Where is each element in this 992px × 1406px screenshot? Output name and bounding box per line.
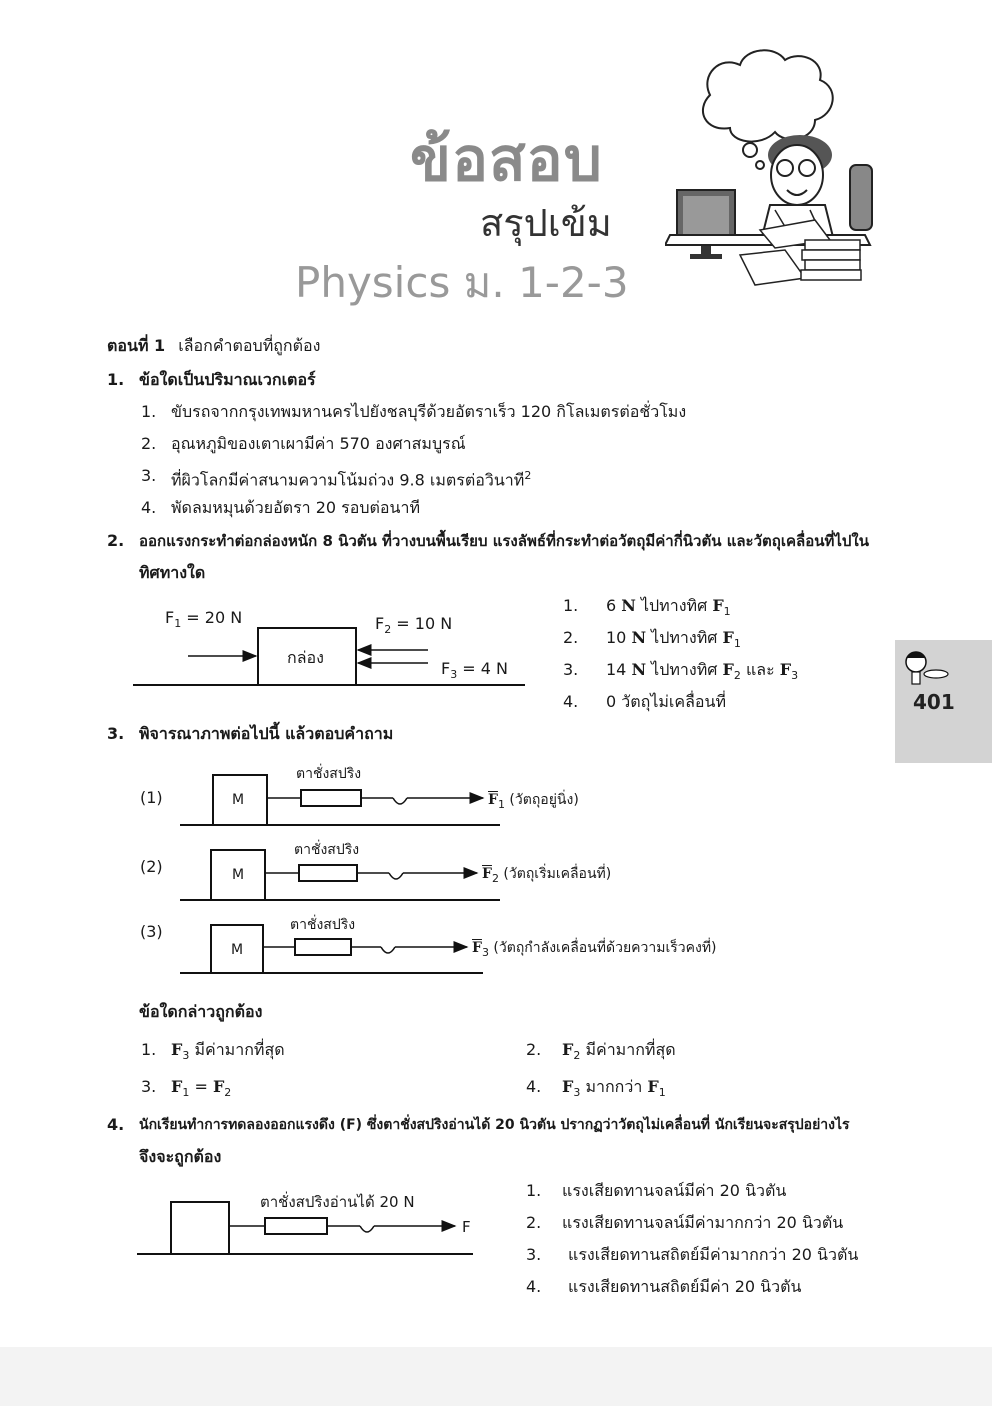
force-sub: 2	[224, 1086, 232, 1100]
force-label-f2	[375, 614, 452, 640]
f3-sub: 3	[450, 668, 458, 682]
choice-number: 2.	[526, 1040, 542, 1059]
force-symbol: F	[562, 1077, 574, 1096]
unit: N	[631, 660, 647, 679]
spring-scale-label: ตาชั่งสปริง	[290, 917, 356, 933]
choice-number: 1.	[141, 1040, 157, 1059]
force-vector-symbol: $\overline{F}$	[472, 940, 482, 956]
choice-text-main: ที่ผิวโลกมีค่าสนามความโน้มถ่วง 9.8 เมตรต่อวินาที	[171, 470, 525, 490]
state-note: (วัตถุเริ่มเคลื่อนที่)	[498, 866, 612, 882]
force-label-f3	[441, 659, 508, 685]
choice-desc: มากกว่า	[580, 1077, 648, 1096]
force-annotation	[488, 790, 579, 815]
mass-label: M	[231, 942, 244, 958]
choice-text	[171, 1077, 231, 1103]
force-symbol: F	[562, 1040, 574, 1059]
choice-text: ขับรถจากกรุงเทพมหานครไปยังชลบุรีด้วยอัตราเร็ว 120 กิโลเมตรต่อชั่วโมง	[171, 402, 687, 421]
spring-scale-reading: ตาชั่งสปริงอ่านได้ 20 N	[260, 1193, 415, 1211]
direction-text: ไปทางทิศ	[646, 628, 723, 647]
choice-number: 3.	[141, 1077, 157, 1096]
choice-number: 3.	[141, 466, 157, 485]
f3-symbol: F	[441, 659, 451, 678]
f2-value: = 10 N	[391, 614, 453, 633]
mass-label: M	[232, 867, 245, 883]
question-text: ออกแรงกระทำต่อกล่องหนัก 8 นิวตัน ที่วางบนพื้นเรียบ แรงลัพธ์ที่กระทำต่อวัตถุมีค่ากี่นิวตัน และวัตถุเคลื่อนที่ไปใน	[139, 532, 870, 550]
choice-text	[606, 596, 731, 622]
choice-value: 14	[606, 660, 632, 679]
force-sub: 1	[658, 1086, 666, 1100]
choice-text	[562, 1040, 676, 1066]
force-sub: 1	[497, 797, 505, 811]
force-label-f1	[165, 608, 242, 634]
force-symbol: F	[212, 1077, 225, 1096]
force-sub: 3	[573, 1086, 581, 1100]
spring-scale-label: ตาชั่งสปริง	[296, 766, 362, 782]
state-note: (วัตถุกำลังเคลื่อนที่ด้วยความเร็วคงที่)	[488, 940, 717, 956]
choice-number: 4.	[141, 498, 157, 517]
and-text: และ	[740, 660, 780, 679]
force-sub: 1	[733, 637, 741, 651]
choice-value: 10	[606, 628, 632, 647]
force-sub: 1	[182, 1086, 190, 1100]
direction-text: ไปทางทิศ	[646, 660, 723, 679]
section-label: ตอนที่ 1	[107, 336, 166, 355]
choice-text: พัดลมหมุนด้วยอัตรา 20 รอบต่อนาที	[171, 498, 421, 517]
choice-text	[606, 660, 798, 686]
unit: N	[621, 596, 636, 615]
choice-number: 2.	[141, 434, 157, 453]
equals: =	[189, 1077, 213, 1096]
force-vector-symbol: $\overline{F}$	[488, 792, 498, 808]
f1-symbol: F	[165, 608, 175, 627]
unit: N	[631, 628, 647, 647]
student-at-computer-illustration	[665, 40, 875, 290]
force-label: F	[462, 1218, 471, 1236]
f3-value: = 4 N	[457, 659, 509, 678]
question-text: พิจารณาภาพต่อไปนี้ แล้วตอบคำถาม	[139, 724, 394, 743]
sub-question: ข้อใดกล่าวถูกต้อง	[139, 1002, 263, 1021]
choice-text	[171, 466, 531, 490]
diagram-label: (1)	[140, 788, 163, 807]
f1-value: = 20 N	[181, 608, 243, 627]
section-header	[107, 336, 320, 356]
force-sub: 3	[182, 1049, 190, 1063]
box-label: กล่อง	[287, 648, 324, 667]
choice-number: 4.	[526, 1077, 542, 1096]
force-symbol: F	[722, 660, 734, 679]
choice-text: อุณหภูมิของเตาเผามีค่า 570 องศาสมบูรณ์	[171, 434, 466, 453]
choice-number: 2.	[526, 1213, 542, 1232]
spring-scale-diagrams	[175, 760, 505, 980]
page-number: 401	[913, 690, 955, 714]
course-title: Physics ม. 1-2-3	[295, 258, 629, 307]
mass-label: M	[232, 792, 245, 808]
choice-number: 1.	[526, 1181, 542, 1200]
f1-sub: 1	[174, 617, 182, 631]
choice-text	[171, 1040, 285, 1066]
choice-text: แรงเสียดทานจลน์มีค่ามากกว่า 20 นิวตัน	[562, 1213, 844, 1232]
question-text-cont: ทิศทางใด	[139, 563, 206, 582]
force-vector-symbol: $\overline{F}$	[482, 866, 492, 882]
question-text: ข้อใดเป็นปริมาณเวกเตอร์	[139, 370, 316, 389]
choice-number: 4.	[526, 1277, 542, 1296]
choice-number: 4.	[563, 692, 579, 711]
choice-number: 3.	[526, 1245, 542, 1264]
choice-desc: มีค่ามากที่สุด	[580, 1040, 676, 1059]
question-number: 1.	[107, 370, 125, 389]
force-sub: 2	[491, 871, 499, 885]
book-subtitle: สรุปเข้ม	[480, 201, 612, 245]
force-symbol: F	[647, 1077, 659, 1096]
force-annotation	[482, 864, 611, 889]
diagram-label: (2)	[140, 857, 163, 876]
force-sub: 2	[573, 1049, 581, 1063]
choice-value: 6	[606, 596, 622, 615]
question-number: 3.	[107, 724, 125, 743]
choice-text	[562, 1077, 666, 1103]
question-text: นักเรียนทำการทดลองออกแรงดึง (F) ซึ่งตาชั่งสปริงอ่านได้ 20 นิวตัน ปรากฏว่าวัตถุไม่เคลื่อนที่ นักเรียนจะสรุปอย่างไร	[139, 1117, 850, 1133]
force-symbol: F	[779, 660, 792, 679]
question-number: 4.	[107, 1115, 125, 1134]
question-number: 2.	[107, 531, 125, 550]
diagram-label: (3)	[140, 922, 163, 941]
force-annotation	[472, 938, 717, 963]
force-sub: 3	[791, 669, 799, 683]
force-sub: 2	[733, 669, 741, 683]
force-sub: 3	[481, 945, 489, 959]
choice-text: แรงเสียดทานสถิตย์มีค่า 20 นิวตัน	[568, 1277, 802, 1296]
f2-sub: 2	[384, 623, 392, 637]
force-symbol: F	[171, 1040, 183, 1059]
choice-text	[606, 628, 741, 654]
force-sub: 1	[723, 605, 731, 619]
choice-text: แรงเสียดทานจลน์มีค่า 20 นิวตัน	[562, 1181, 787, 1200]
state-note: (วัตถุอยู่นิ่ง)	[504, 792, 579, 808]
choice-number: 2.	[563, 628, 579, 647]
force-symbol: F	[171, 1077, 183, 1096]
question-text-cont: จึงจะถูกต้อง	[139, 1147, 222, 1166]
mascot-icon	[898, 646, 953, 690]
direction-text: ไปทางทิศ	[635, 596, 713, 615]
section-instruction: เลือกคำตอบที่ถูกต้อง	[178, 336, 321, 355]
choice-text: แรงเสียดทานสถิตย์มีค่ามากกว่า 20 นิวตัน	[568, 1245, 859, 1264]
superscript: 2	[524, 469, 532, 482]
spring-scale-label: ตาชั่งสปริง	[294, 842, 360, 858]
choice-number: 3.	[563, 660, 579, 679]
choice-text: 0 วัตถุไม่เคลื่อนที่	[606, 692, 726, 711]
choice-desc: มีค่ามากที่สุด	[189, 1040, 285, 1059]
force-symbol: F	[722, 628, 734, 647]
force-symbol: F	[712, 596, 724, 615]
f2-symbol: F	[375, 614, 385, 633]
choice-number: 1.	[563, 596, 579, 615]
choice-number: 1.	[141, 402, 157, 421]
footer-band	[0, 1347, 992, 1406]
book-title: ข้อสอบ	[410, 125, 603, 195]
